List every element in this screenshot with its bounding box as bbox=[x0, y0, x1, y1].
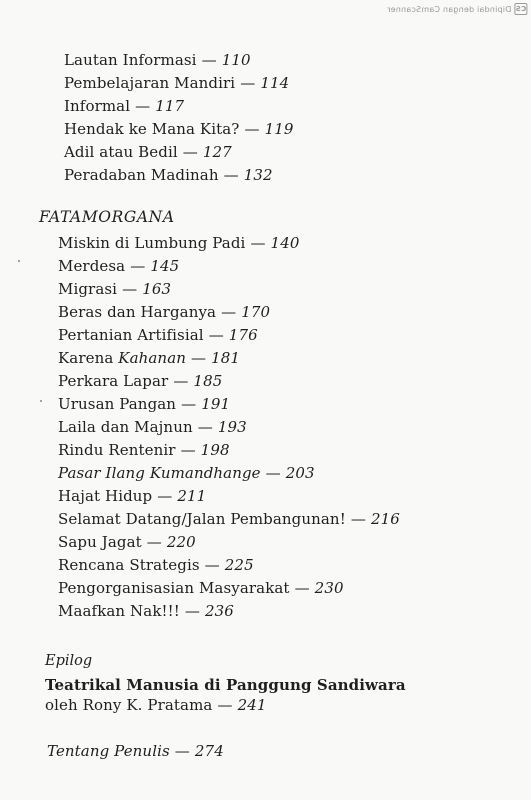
toc-entry bbox=[64, 119, 294, 139]
toc-entry-title: Pasar Ilang Kumandhange bbox=[58, 464, 261, 482]
toc-entry-title: Maafkan Nak!!! bbox=[58, 602, 180, 620]
toc-separator: — bbox=[173, 372, 189, 390]
toc-entry-page: 193 bbox=[217, 418, 247, 436]
toc-entry-title: Pembelajaran Mandiri bbox=[64, 74, 236, 92]
toc-entry-title: Pengorganisasian Masyarakat bbox=[58, 579, 290, 597]
toc-entry-page: 181 bbox=[211, 349, 241, 367]
toc-entry-page: 211 bbox=[177, 487, 207, 505]
toc-entry-title: Hajat Hidup bbox=[58, 487, 153, 505]
toc-separator: — bbox=[197, 418, 213, 436]
toc-entry bbox=[58, 486, 206, 506]
toc-entry bbox=[58, 509, 400, 529]
epilog-byline: oleh Rony K. Pratama bbox=[45, 696, 213, 714]
toc-entry bbox=[64, 73, 289, 93]
toc-entry-title: Lautan Informasi bbox=[64, 51, 197, 69]
toc-entry-page: 145 bbox=[150, 257, 180, 275]
toc-entry bbox=[64, 142, 232, 162]
toc-entry bbox=[58, 302, 270, 322]
toc-entry bbox=[58, 371, 222, 391]
toc-entry-page: 230 bbox=[314, 579, 344, 597]
toc-entry bbox=[58, 279, 171, 299]
toc-separator: — bbox=[265, 464, 281, 482]
toc-separator: — bbox=[182, 143, 198, 161]
toc-entry-title: Beras dan Harganya bbox=[58, 303, 217, 321]
toc-separator: — bbox=[122, 280, 138, 298]
toc-entry-title: Urusan Pangan bbox=[58, 395, 177, 413]
toc-entry-page: 170 bbox=[241, 303, 271, 321]
camscanner-logo-icon: CS bbox=[515, 5, 526, 13]
epilog-byline-entry bbox=[45, 695, 267, 715]
toc-entry-page: 203 bbox=[285, 464, 315, 482]
toc-entry-title: Informal bbox=[64, 97, 131, 115]
toc-entry-title: Laila dan Majnun bbox=[58, 418, 193, 436]
toc-separator: — bbox=[221, 303, 237, 321]
toc-entry-page: 236 bbox=[205, 602, 234, 620]
toc-entry-page: 176 bbox=[228, 326, 258, 344]
toc-entry bbox=[58, 325, 258, 345]
toc-separator: — bbox=[294, 579, 310, 597]
toc-entry bbox=[58, 555, 254, 575]
toc-entry bbox=[64, 50, 251, 70]
toc-entry-title: Peradaban Madinah bbox=[64, 166, 219, 184]
scan-speck bbox=[40, 400, 42, 402]
toc-entry-page: 225 bbox=[224, 556, 254, 574]
section-heading: FATAMORGANA bbox=[39, 208, 175, 226]
scan-speck bbox=[18, 260, 20, 262]
toc-entry-page: 132 bbox=[243, 166, 273, 184]
toc-entry-title: Rencana Strategis bbox=[58, 556, 200, 574]
toc-entry bbox=[58, 394, 230, 414]
toc-entry bbox=[58, 578, 344, 598]
toc-entry-page: 114 bbox=[260, 74, 290, 92]
author-note-title: Tentang Penulis bbox=[47, 742, 170, 760]
epilog-label: Epilog bbox=[45, 653, 93, 669]
toc-separator: — bbox=[191, 349, 207, 367]
toc-entry-title: Merdesa bbox=[58, 257, 126, 275]
toc-entry-title: Selamat Datang/Jalan Pembangunan! bbox=[58, 510, 346, 528]
toc-entry bbox=[58, 233, 299, 253]
toc-separator: — bbox=[135, 97, 151, 115]
watermark-text: Dipindai dengan CamScanner bbox=[386, 4, 511, 14]
toc-entry-title: Adil atau Bedil bbox=[64, 143, 178, 161]
toc-entry bbox=[58, 463, 315, 483]
toc-entry-title: Pertanian Artifisial bbox=[58, 326, 204, 344]
toc-entry-page: 216 bbox=[370, 510, 400, 528]
toc-entry bbox=[58, 256, 179, 276]
toc-entry-page: 163 bbox=[142, 280, 172, 298]
toc-entry-page: 117 bbox=[155, 97, 185, 115]
toc-entry-page: 198 bbox=[200, 441, 230, 459]
toc-separator: — bbox=[146, 533, 162, 551]
toc-separator: — bbox=[181, 395, 197, 413]
toc-separator: — bbox=[250, 234, 266, 252]
toc-separator: — bbox=[223, 166, 239, 184]
toc-separator: — bbox=[130, 257, 146, 275]
toc-entry-page: 110 bbox=[221, 51, 251, 69]
toc-separator: — bbox=[174, 742, 190, 760]
toc-entry-page: 140 bbox=[270, 234, 300, 252]
toc-entry-title: Miskin di Lumbung Padi bbox=[58, 234, 246, 252]
author-note-page: 274 bbox=[194, 742, 224, 760]
epilog-page: 241 bbox=[237, 696, 267, 714]
epilog-title: Teatrikal Manusia di Panggung Sandiwara bbox=[45, 676, 406, 694]
toc-entry bbox=[64, 96, 184, 116]
toc-separator: — bbox=[217, 696, 233, 714]
toc-separator: — bbox=[240, 74, 256, 92]
toc-separator: — bbox=[204, 556, 220, 574]
camscanner-watermark bbox=[387, 3, 527, 15]
toc-entry bbox=[58, 348, 240, 368]
toc-entry-page: 127 bbox=[202, 143, 232, 161]
toc-entry-title: Hendak ke Mana Kita? bbox=[64, 120, 240, 138]
toc-separator: — bbox=[184, 602, 201, 620]
author-note-entry bbox=[47, 741, 224, 761]
toc-entry-page: 185 bbox=[193, 372, 223, 390]
toc-entry-title: Sapu Jagat bbox=[58, 533, 142, 551]
toc-separator: — bbox=[208, 326, 224, 344]
toc-separator: — bbox=[180, 441, 196, 459]
toc-entry-title: Rindu Rentenir bbox=[58, 441, 176, 459]
toc-entry-page: 191 bbox=[201, 395, 231, 413]
toc-entry-title-prefix: Karena bbox=[58, 349, 119, 367]
toc-entry-title-italic: Kahanan bbox=[118, 349, 186, 367]
toc-entry-page: 119 bbox=[264, 120, 294, 138]
toc-entry bbox=[64, 165, 273, 185]
toc-entry bbox=[58, 532, 196, 552]
toc-entry-title: Migrasi bbox=[58, 280, 118, 298]
toc-separator: — bbox=[157, 487, 173, 505]
toc-entry bbox=[58, 601, 234, 621]
toc-separator: — bbox=[350, 510, 366, 528]
toc-entry-page: 220 bbox=[166, 533, 196, 551]
toc-separator: — bbox=[244, 120, 260, 138]
toc-entry bbox=[58, 417, 247, 437]
toc-entry bbox=[58, 440, 230, 460]
toc-separator: — bbox=[201, 51, 217, 69]
toc-entry-title: Perkara Lapar bbox=[58, 372, 169, 390]
